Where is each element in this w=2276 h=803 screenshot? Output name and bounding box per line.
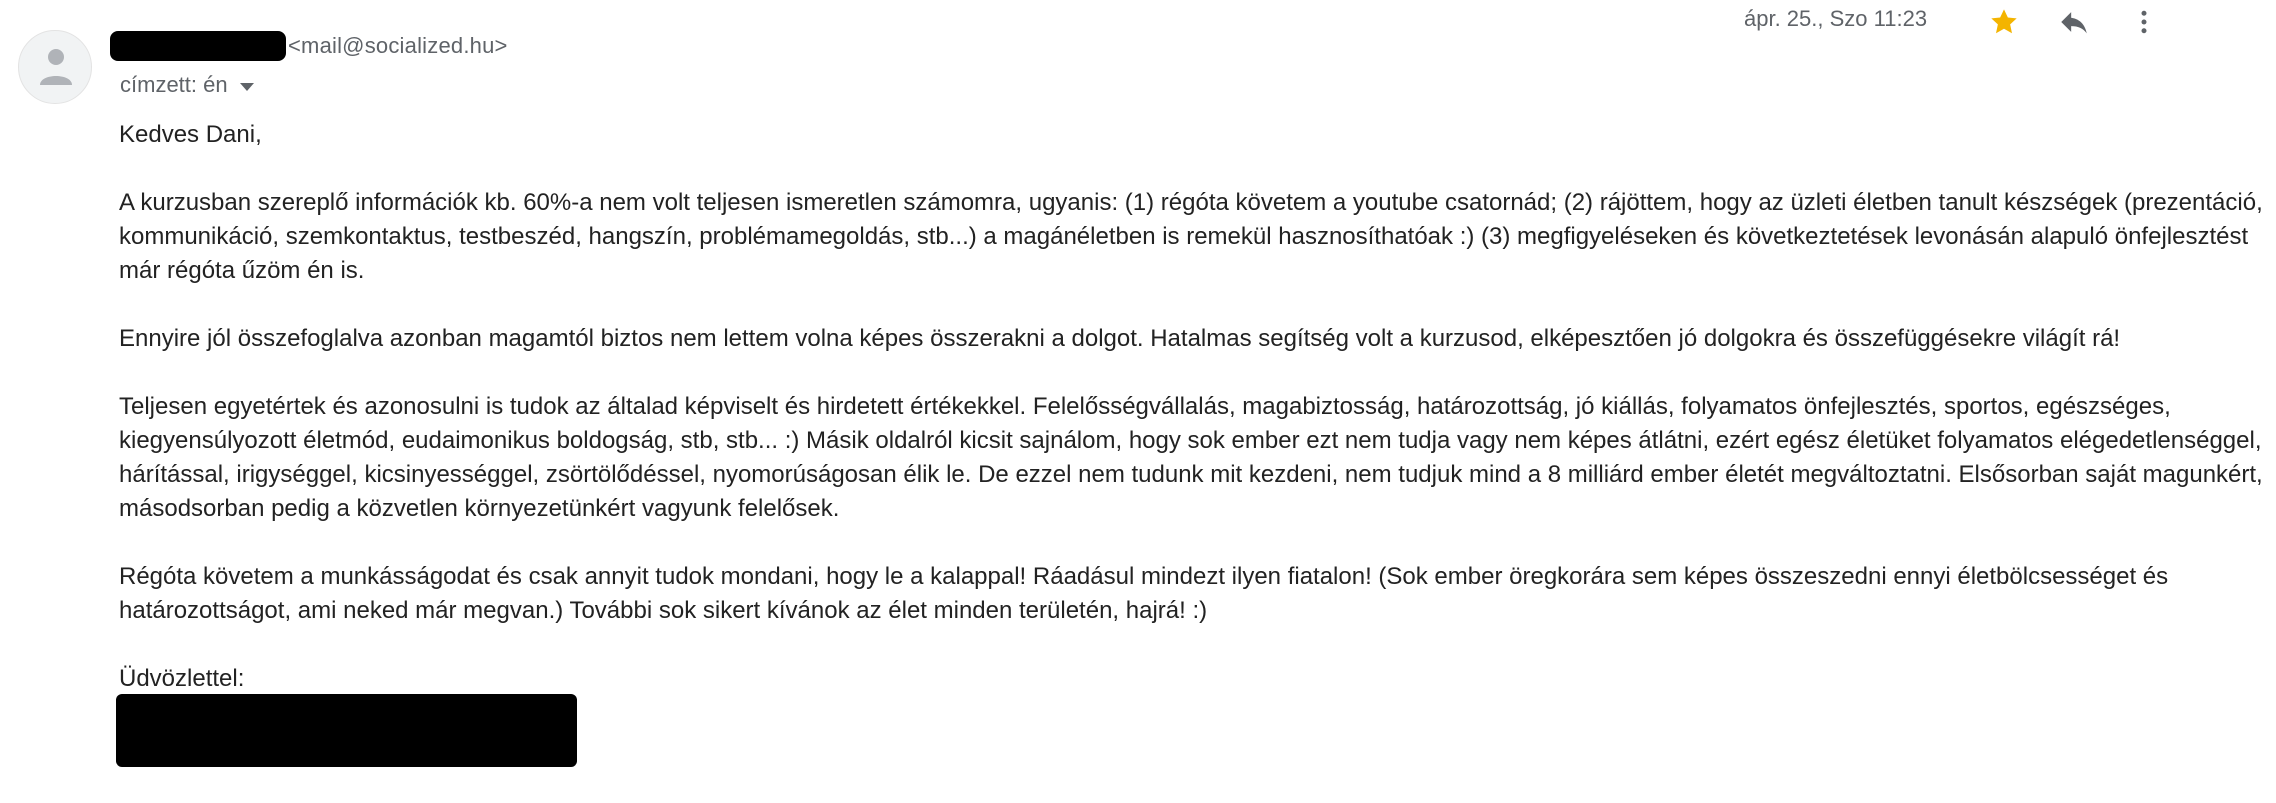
closing: Üdvözlettel: [119,665,245,692]
body-paragraph: Teljesen egyetértek és azonosulni is tudok az általad képviselt és hirdetett értékekkel. Felelősségvállalás, magabiztosság, határozottság, jó kiállás, folyamatos önfejlesztés, sportos, egészséges, kiegyensúlyozott életmód, eudaimonikus boldogság, stb, stb... :) Másik oldalról kicsit sajnálom, hogy sok ember ezt nem tudja vagy nem képes átlátni, ezért egész életüket folyamatos elégedetlenséggel, hárítással, irigységgel, kicsinyességgel, zsörtölődéssel, nyomorúságosan élik le. De ezzel nem tudunk mit kezdeni, nem tudjuk mind a 8 milliárd ember életét megváltoztatni. Elsősorban saját magunkért, másodsorban pedig a közvetlen környezetünkért vagyunk felelősek. [119,393,2263,522]
email-header [110,28,2276,98]
recipient-row[interactable] [120,70,254,100]
chevron-down-icon[interactable] [240,83,254,91]
email-date: ápr. 25., Szo 11:23 [1744,6,1928,31]
star-button[interactable] [1984,2,2024,42]
signature-redacted [116,694,577,767]
sender-email[interactable]: <mail@socialized.hu> [288,33,508,58]
sender-name-redacted [110,31,286,61]
reply-icon [2057,5,2091,39]
body-paragraph: Ennyire jól összefoglalva azonban magamtól biztos nem lettem volna képes összerakni a dolgot. Hatalmas segítség volt a kurzusod, elképesztően jó dolgokra és összefüggésekre világít rá! [119,325,2121,352]
email-body [119,118,2269,696]
reply-button[interactable] [2054,2,2094,42]
body-paragraph: Régóta követem a munkásságodat és csak annyit tudok mondani, hogy le a kalappal! Ráadásul mindezt ilyen fiatalon! (Sok ember öregkorára sem képes összeszedni ennyi életbölcsességet és határozottságot, ami neked már megvan.) További sok sikert kívánok az élet minden területén, hajrá! :) [119,563,2169,624]
more-vert-icon [2129,7,2159,37]
person-icon [37,45,75,89]
body-paragraph: A kurzusban szereplő információk kb. 60%-a nem volt teljesen ismeretlen számomra, ugyanis: (1) régóta követem a youtube csatornád; (2) rájöttem, hogy az üzleti életben tanult készségek (prezentáció, kommunikáció, szemkontaktus, testbeszéd, hangszín, problémamegoldás, stb...) a magánéletben is remekül hasznosíthatóak :) (3) megfigyeléseken és következtetések levonásán alapuló önfejlesztést már régóta űzöm én is. [119,189,2263,284]
star-icon [1988,6,2020,38]
sender-row [110,28,508,64]
greeting: Kedves Dani, [119,121,262,148]
recipient-label: címzett: én [120,72,228,97]
sender-avatar[interactable] [18,30,92,104]
more-options-button[interactable] [2124,2,2164,42]
